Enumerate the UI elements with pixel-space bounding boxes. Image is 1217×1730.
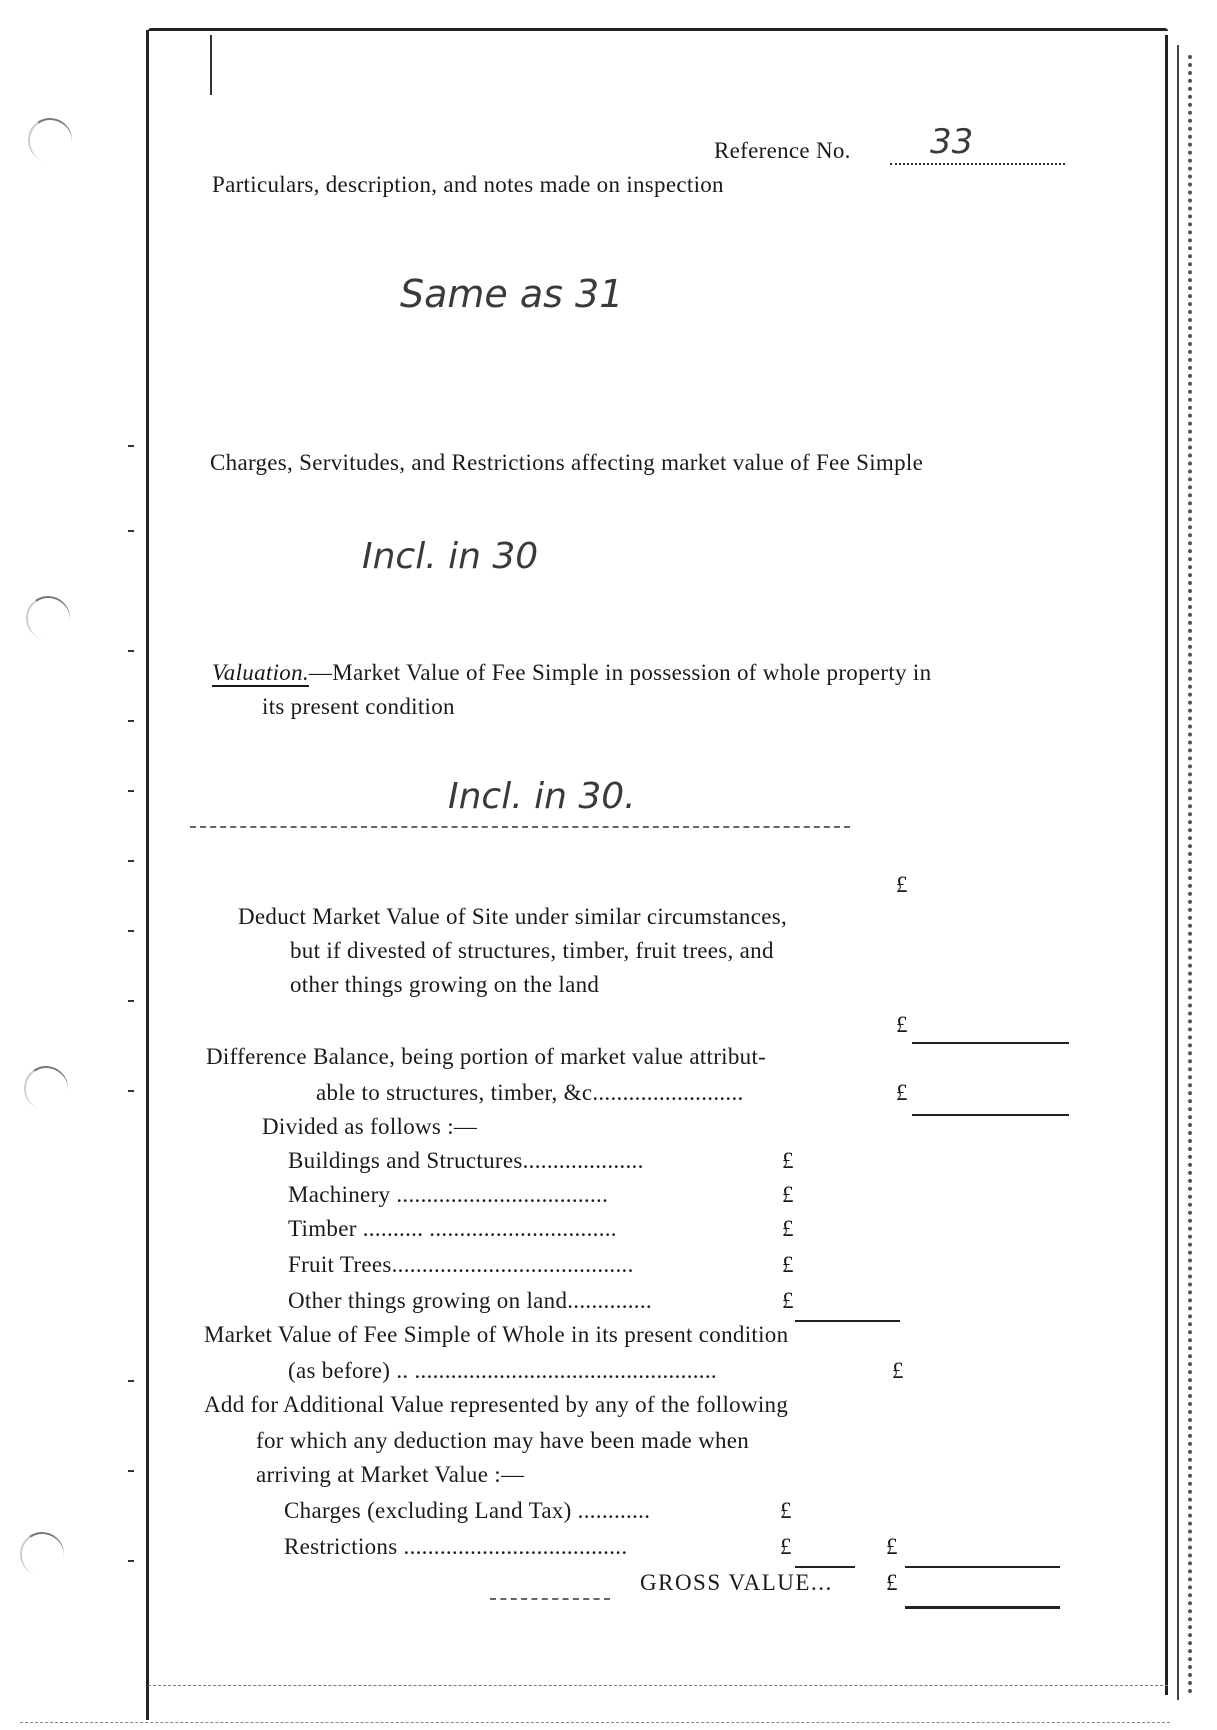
divided-item-buildings: Buildings and Structures....................: [288, 1148, 644, 1173]
currency-symbol: £: [782, 1288, 794, 1313]
particulars-entry: Same as 31: [400, 272, 624, 316]
divided-heading: Divided as follows :—: [262, 1114, 478, 1139]
margin-tick: [128, 930, 134, 932]
divided-item-machinery: Machinery ...................................: [288, 1182, 609, 1207]
subtotal-line: [795, 1566, 855, 1568]
add-line2: for which any deduction may have been made when: [256, 1428, 750, 1453]
margin-tick: [128, 720, 134, 722]
margin-tick: [128, 860, 134, 862]
charges-heading: Charges, Servitudes, and Restrictions affecting market value of Fee Simple: [210, 450, 924, 475]
valuation-line2: its present condition: [262, 694, 455, 719]
gross-dash: [490, 1598, 610, 1600]
currency-symbol: £: [782, 1182, 794, 1207]
currency-symbol: £: [782, 1216, 794, 1241]
margin-tick: [128, 1090, 134, 1092]
margin-tick: [128, 1470, 134, 1472]
currency-symbol: £: [892, 1358, 904, 1383]
gross-value-label: GROSS VALUE...: [640, 1570, 833, 1595]
margin-tick: [128, 1560, 134, 1562]
page-edge-dots: [1188, 55, 1192, 1695]
currency-symbol: £: [780, 1534, 792, 1559]
margin-tick: [128, 530, 134, 532]
valuation-label: Valuation.: [212, 660, 309, 685]
currency-symbol: £: [896, 1012, 908, 1037]
difference-line1: Difference Balance, being portion of market value attribut-: [206, 1044, 767, 1069]
page-frame-left: [146, 30, 149, 1720]
margin-tick: [128, 1380, 134, 1382]
margin-tick: [128, 1000, 134, 1002]
amount-line: [905, 1566, 1060, 1568]
add-line3: arriving at Market Value :—: [256, 1462, 525, 1487]
binder-hole: [21, 1063, 72, 1114]
deduct-line2: but if divested of structures, timber, fruit trees, and: [290, 938, 774, 963]
reference-number: 33: [930, 122, 974, 162]
margin-tick: [128, 790, 134, 792]
gross-total-line: [905, 1606, 1060, 1609]
add-item-restrictions: Restrictions .....................................: [284, 1534, 628, 1559]
deduct-line3: other things growing on the land: [290, 972, 600, 997]
subtotal-line: [795, 1320, 900, 1322]
valuation-text: —Market Value of Fee Simple in possession of whole property in: [308, 660, 932, 685]
page-frame-right: [1165, 35, 1168, 1695]
deduct-line1: Deduct Market Value of Site under similar circumstances,: [238, 904, 788, 929]
market-value-line2: (as before) .. ..................................................: [288, 1358, 717, 1383]
currency-symbol: £: [896, 1080, 908, 1105]
margin-tick: [128, 445, 134, 447]
currency-symbol: £: [782, 1148, 794, 1173]
currency-symbol: £: [896, 872, 908, 897]
page-frame-top: [148, 28, 1168, 31]
page-edge-line: [1177, 45, 1179, 1700]
amount-line: [912, 1042, 1069, 1044]
add-line1: Add for Additional Value represented by any of the following: [204, 1392, 789, 1417]
currency-symbol: £: [886, 1570, 898, 1595]
valuation-line1: [212, 660, 931, 686]
currency-symbol: £: [780, 1498, 792, 1523]
difference-line2: able to structures, timber, &c.........................: [316, 1080, 744, 1105]
charges-entry: Incl. in 30: [362, 536, 539, 577]
binder-hole: [23, 593, 74, 644]
amount-line: [912, 1114, 1069, 1116]
reference-label: Reference No.: [714, 138, 851, 163]
divided-item-fruit-trees: Fruit Trees........................................: [288, 1252, 634, 1277]
add-item-charges: Charges (excluding Land Tax) ............: [284, 1498, 651, 1523]
divided-item-timber: Timber .......... ...............................: [288, 1216, 617, 1241]
margin-tick: [128, 650, 134, 652]
scan-bottom-edge: [20, 1722, 1170, 1723]
binder-hole: [17, 1529, 68, 1580]
page-frame-bottom: [148, 1685, 1168, 1686]
page-frame-mark: [210, 35, 212, 95]
section-divider: [190, 826, 850, 828]
divided-item-other-things: Other things growing on land..............: [288, 1288, 652, 1313]
reference-dotted-line: [890, 163, 1065, 165]
binder-hole: [25, 115, 76, 166]
market-value-line1: Market Value of Fee Simple of Whole in its present condition: [204, 1322, 789, 1347]
currency-symbol: £: [886, 1534, 898, 1559]
valuation-entry: Incl. in 30.: [448, 776, 636, 817]
currency-symbol: £: [782, 1252, 794, 1277]
particulars-heading: Particulars, description, and notes made on inspection: [212, 172, 724, 197]
